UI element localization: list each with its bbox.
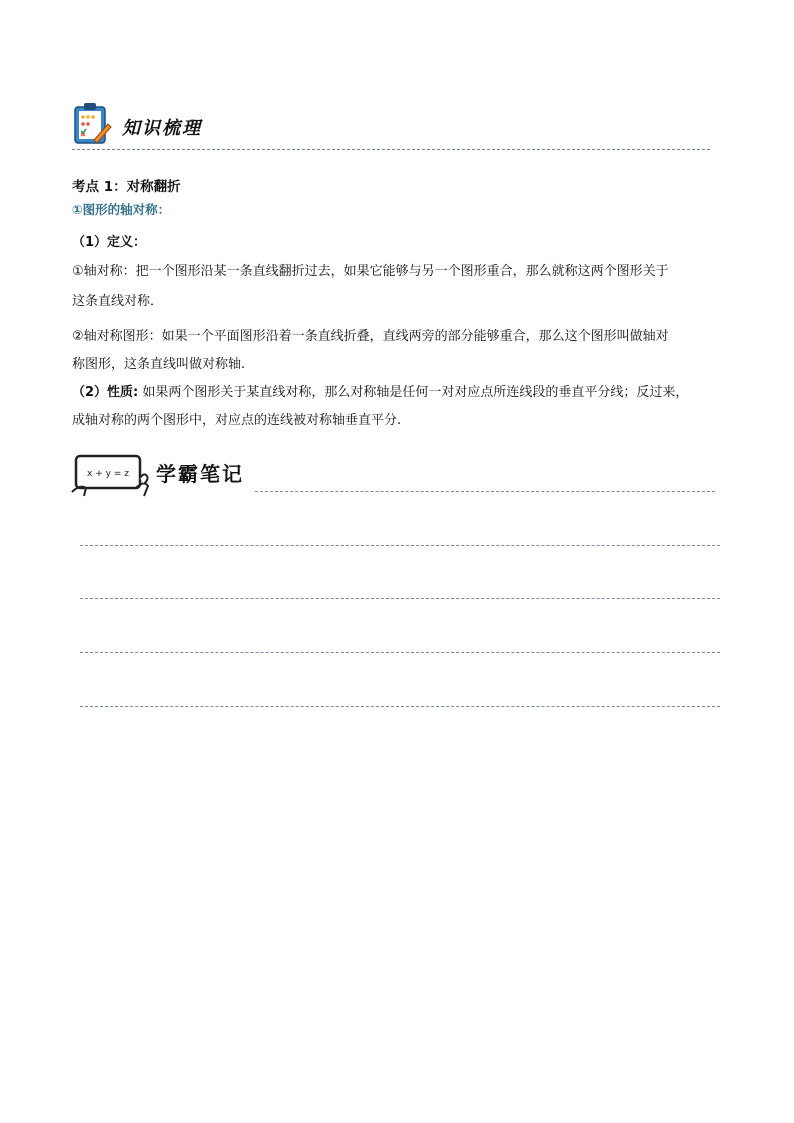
topic-heading: 考点 1：对称翻折 [72,179,181,195]
property-label: （2）性质: [72,385,139,400]
definition-label: （1）定义： [72,235,147,250]
notes-line-2 [80,598,720,599]
definition-1-line-2: 这条直线对称． [72,294,164,309]
notes-section-title: 学霸笔记 [156,462,244,486]
notes-line-1 [80,545,720,546]
header-divider [72,149,710,150]
notes-line-3 [80,652,720,653]
definition-2-line-1: ②轴对称图形：如果一个平面图形沿着一条直线折叠，直线两旁的部分能够重合，那么这个图形叫做轴对 [72,329,669,344]
clipboard-checklist-icon [72,102,112,146]
board-text: x + y = z [87,469,129,479]
property-line-1 [72,383,722,403]
property-line-2: 成轴对称的两个图形中，对应点的连线被对称轴垂直平分. [72,413,402,428]
knowledge-section-title: 知识梳理 [122,118,202,139]
notes-line-0 [255,491,715,492]
definition-1-line-1: ①轴对称：把一个图形沿某一条直线翻折过去，如果它能够与另一个图形重合，那么就称这两个图形关于 [72,264,669,279]
topic-subheading: ①图形的轴对称： [72,202,171,217]
definition-2-line-2: 称图形，这条直线叫做对称轴. [72,357,246,372]
hand-holding-board-icon [70,452,150,498]
notes-line-4 [80,706,720,707]
property-text: 如果两个图形关于某直线对称，那么对称轴是任何一对对应点所连线段的垂直平分线；反过来， [142,385,689,400]
